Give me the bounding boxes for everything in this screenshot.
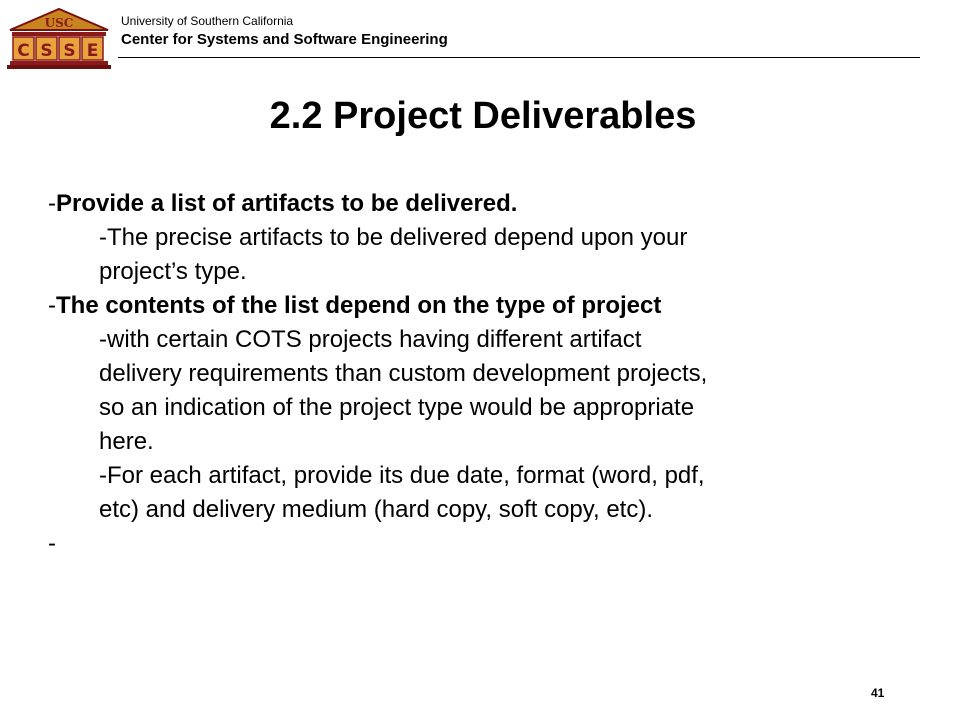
sub-bullet-line: -with certain COTS projects having different artifact bbox=[99, 326, 642, 353]
sub-bullet-line: etc) and delivery medium (hard copy, soft copy, etc). bbox=[99, 496, 654, 523]
sub-bullet-line: so an indication of the project type would be appropriate bbox=[99, 394, 695, 421]
university-name: University of Southern California bbox=[121, 14, 294, 28]
sub-bullet-line: project’s type. bbox=[99, 258, 247, 285]
bullet-item bbox=[48, 289, 928, 323]
bullet-dash: - bbox=[48, 190, 56, 217]
bullet-text: Provide a list of artifacts to be delivered. bbox=[56, 190, 518, 217]
center-name: Center for Systems and Software Engineering bbox=[121, 31, 448, 48]
bullet-item bbox=[48, 187, 928, 221]
empty-bullet: - bbox=[48, 530, 56, 557]
csse-logo bbox=[6, 6, 112, 70]
header-divider bbox=[118, 57, 920, 58]
organization-header bbox=[121, 14, 448, 50]
page-number: 41 bbox=[871, 686, 885, 700]
sub-bullet-line: -For each artifact, provide its due date, format (word, pdf, bbox=[99, 462, 705, 489]
svg-text:C: C bbox=[17, 41, 30, 61]
sub-bullet-line: here. bbox=[99, 428, 154, 455]
bullet-text: The contents of the list depend on the type of project bbox=[56, 292, 662, 319]
slide-title: 2.2 Project Deliverables bbox=[269, 95, 697, 137]
sub-bullet-line: delivery requirements than custom development projects, bbox=[99, 360, 708, 387]
svg-text:S: S bbox=[40, 41, 53, 61]
sub-bullet-line: -The precise artifacts to be delivered depend upon your bbox=[99, 224, 688, 251]
svg-text:USC: USC bbox=[44, 16, 74, 30]
bullet-dash: - bbox=[48, 292, 56, 319]
svg-text:S: S bbox=[63, 41, 76, 61]
slide-body bbox=[48, 187, 928, 561]
svg-text:E: E bbox=[86, 41, 99, 61]
